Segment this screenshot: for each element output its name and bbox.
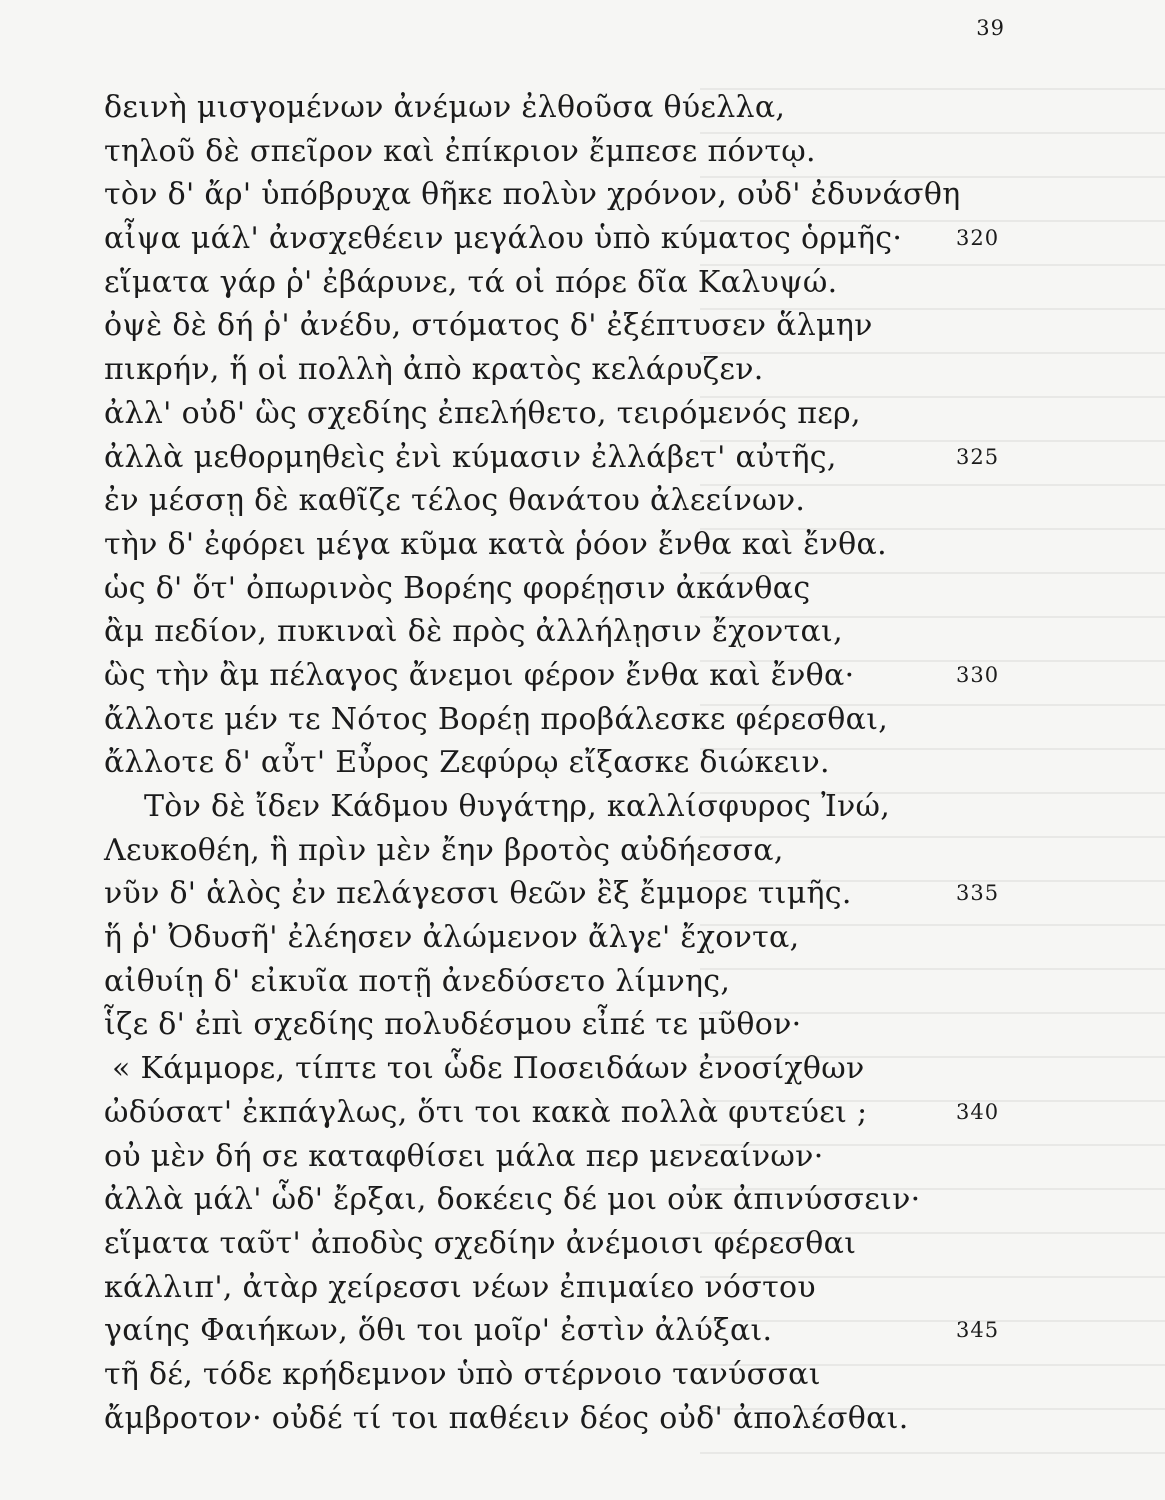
line-number: 345 [956,1318,1000,1343]
verse-text: νῦν δ' ἁλὸς ἐν πελάγεσσι θεῶν ἒξ ἔμμορε τιμῆς. [104,876,852,912]
verse-text: ὠδύσατ' ἐκπάγλως, ὅτι τοι κακὰ πολλὰ φυτεύει ; [104,1094,868,1130]
verse-line [104,1266,1004,1310]
verse-block [104,86,1004,1440]
verse-text: ἀλλὰ μάλ' ὧδ' ἔρξαι, δοκέεις δέ μοι οὐκ ἀπινύσσειν· [104,1182,921,1218]
verse-text: ὣς τὴν ἂμ πέλαγος ἄνεμοι φέρον ἔνθα καὶ ἔνθα· [104,657,855,693]
verse-line [104,1178,1004,1222]
verse-line [104,610,1004,654]
verse-text: κάλλιπ', ἀτὰρ χείρεσσι νέων ἐπιμαίεο νόστου [104,1269,816,1305]
verse-line [104,654,1004,698]
verse-text: δεινὴ μισγομένων ἀνέμων ἐλθοῦσα θύελλα, [104,90,786,125]
verse-text: ἐν μέσσῃ δὲ καθῖζε τέλος θανάτου ἀλεείνων. [104,483,806,519]
verse-text: « Κάμμορε, τίπτε τοι ὧδε Ποσειδάων ἐνοσίχθων [112,1051,865,1087]
verse-text: τηλοῦ δὲ σπεῖρον καὶ ἐπίκριον ἔμπεσε πόντῳ. [104,133,816,169]
verse-text: ὡς δ' ὅτ' ὀπωρινὸς Βορέης φορέῃσιν ἀκάνθας [104,570,811,606]
verse-line [104,1047,1004,1091]
verse-text: αἶψα μάλ' ἀνσχεθέειν μεγάλου ὑπὸ κύματος ὁρμῆς· [104,221,903,257]
verse-line [104,523,1004,567]
verse-line [104,872,1004,916]
verse-line [104,436,1004,480]
line-number: 320 [956,226,1000,251]
page-number: 39 [976,16,1005,40]
verse-text: πικρήν, ἥ οἱ πολλὴ ἀπὸ κρατὸς κελάρυζεν. [104,352,764,388]
verse-text: ἂμ πεδίον, πυκιναὶ δὲ πρὸς ἀλλήλῃσιν ἔχονται, [104,614,843,650]
verse-text: αἰθυίῃ δ' εἰκυῖα ποτῇ ἀνεδύσετο λίμνης, [104,963,731,999]
verse-line [104,86,1004,130]
verse-text: εἵματα ταῦτ' ἀποδὺς σχεδίην ἀνέμοισι φέρεσθαι [104,1225,857,1261]
line-number: 325 [956,444,1000,469]
verse-line [104,1003,1004,1047]
verse-text: γαίης Φαιήκων, ὅθι τοι μοῖρ' ἐστὶν ἀλύξαι. [104,1313,773,1349]
verse-text: ἀλλ' οὐδ' ὣς σχεδίης ἐπελήθετο, τειρόμενός περ, [104,395,861,431]
verse-line [104,1091,1004,1135]
verse-text: εἵματα γάρ ῥ' ἐβάρυνε, τά οἱ πόρε δῖα Καλυψώ. [104,264,838,300]
verse-line [104,698,1004,742]
verse-line [104,741,1004,785]
verse-text: Λευκοθέη, ἣ πρὶν μὲν ἔην βροτὸς αὐδήεσσα, [104,832,784,868]
verse-line [104,567,1004,611]
verse-line [104,1135,1004,1179]
line-number: 335 [956,881,1000,906]
verse-line [104,1309,1004,1353]
verse-line [104,348,1004,392]
verse-line [104,960,1004,1004]
verse-text: τὸν δ' ἄρ' ὑπόβρυχα θῆκε πολὺν χρόνον, οὐδ' ἐδυνάσθη [104,177,961,213]
verse-line [104,304,1004,348]
verse-text: ἄλλοτε δ' αὖτ' Εὖρος Ζεφύρῳ εἴξασκε διώκειν. [104,745,830,781]
line-number: 330 [956,662,1000,687]
verse-text: Τὸν δὲ ἴδεν Κάδμου θυγάτηρ, καλλίσφυρος Ἰνώ, [144,789,891,824]
verse-line [104,829,1004,873]
line-number: 340 [956,1099,1000,1124]
verse-text: οὐ μὲν δή σε καταφθίσει μάλα περ μενεαίνων· [104,1138,824,1174]
verse-line [104,785,1004,829]
verse-line [104,1353,1004,1397]
verse-text: τῆ δέ, τόδε κρήδεμνον ὑπὸ στέρνοιο τανύσσαι [104,1356,821,1392]
verse-line [104,1222,1004,1266]
verse-line [104,217,1004,261]
verse-text: ἀλλὰ μεθορμηθεὶς ἐνὶ κύμασιν ἐλλάβετ' αὐτῆς, [104,439,837,475]
verse-line [104,130,1004,174]
verse-text: ὀψὲ δὲ δή ῥ' ἀνέδυ, στόματος δ' ἐξέπτυσεν ἅλμην [104,308,873,344]
verse-line [104,261,1004,305]
verse-line [104,392,1004,436]
verse-text: ἷζε δ' ἐπὶ σχεδίης πολυδέσμου εἶπέ τε μῦθον· [104,1007,802,1043]
verse-text: ἥ ῥ' Ὀδυσῆ' ἐλέησεν ἀλώμενον ἄλγε' ἔχοντα, [104,920,800,956]
verse-text: ἄμβροτον· οὐδέ τί τοι παθέειν δέος οὐδ' ἀπολέσθαι. [104,1400,909,1436]
verse-line [104,1397,1004,1441]
verse-text: τὴν δ' ἐφόρει μέγα κῦμα κατὰ ῥόον ἔνθα καὶ ἔνθα. [104,526,887,562]
verse-line [104,916,1004,960]
verse-text: ἄλλοτε μέν τε Νότος Βορέῃ προβάλεσκε φέρεσθαι, [104,701,889,737]
verse-line [104,479,1004,523]
verse-line [104,173,1004,217]
